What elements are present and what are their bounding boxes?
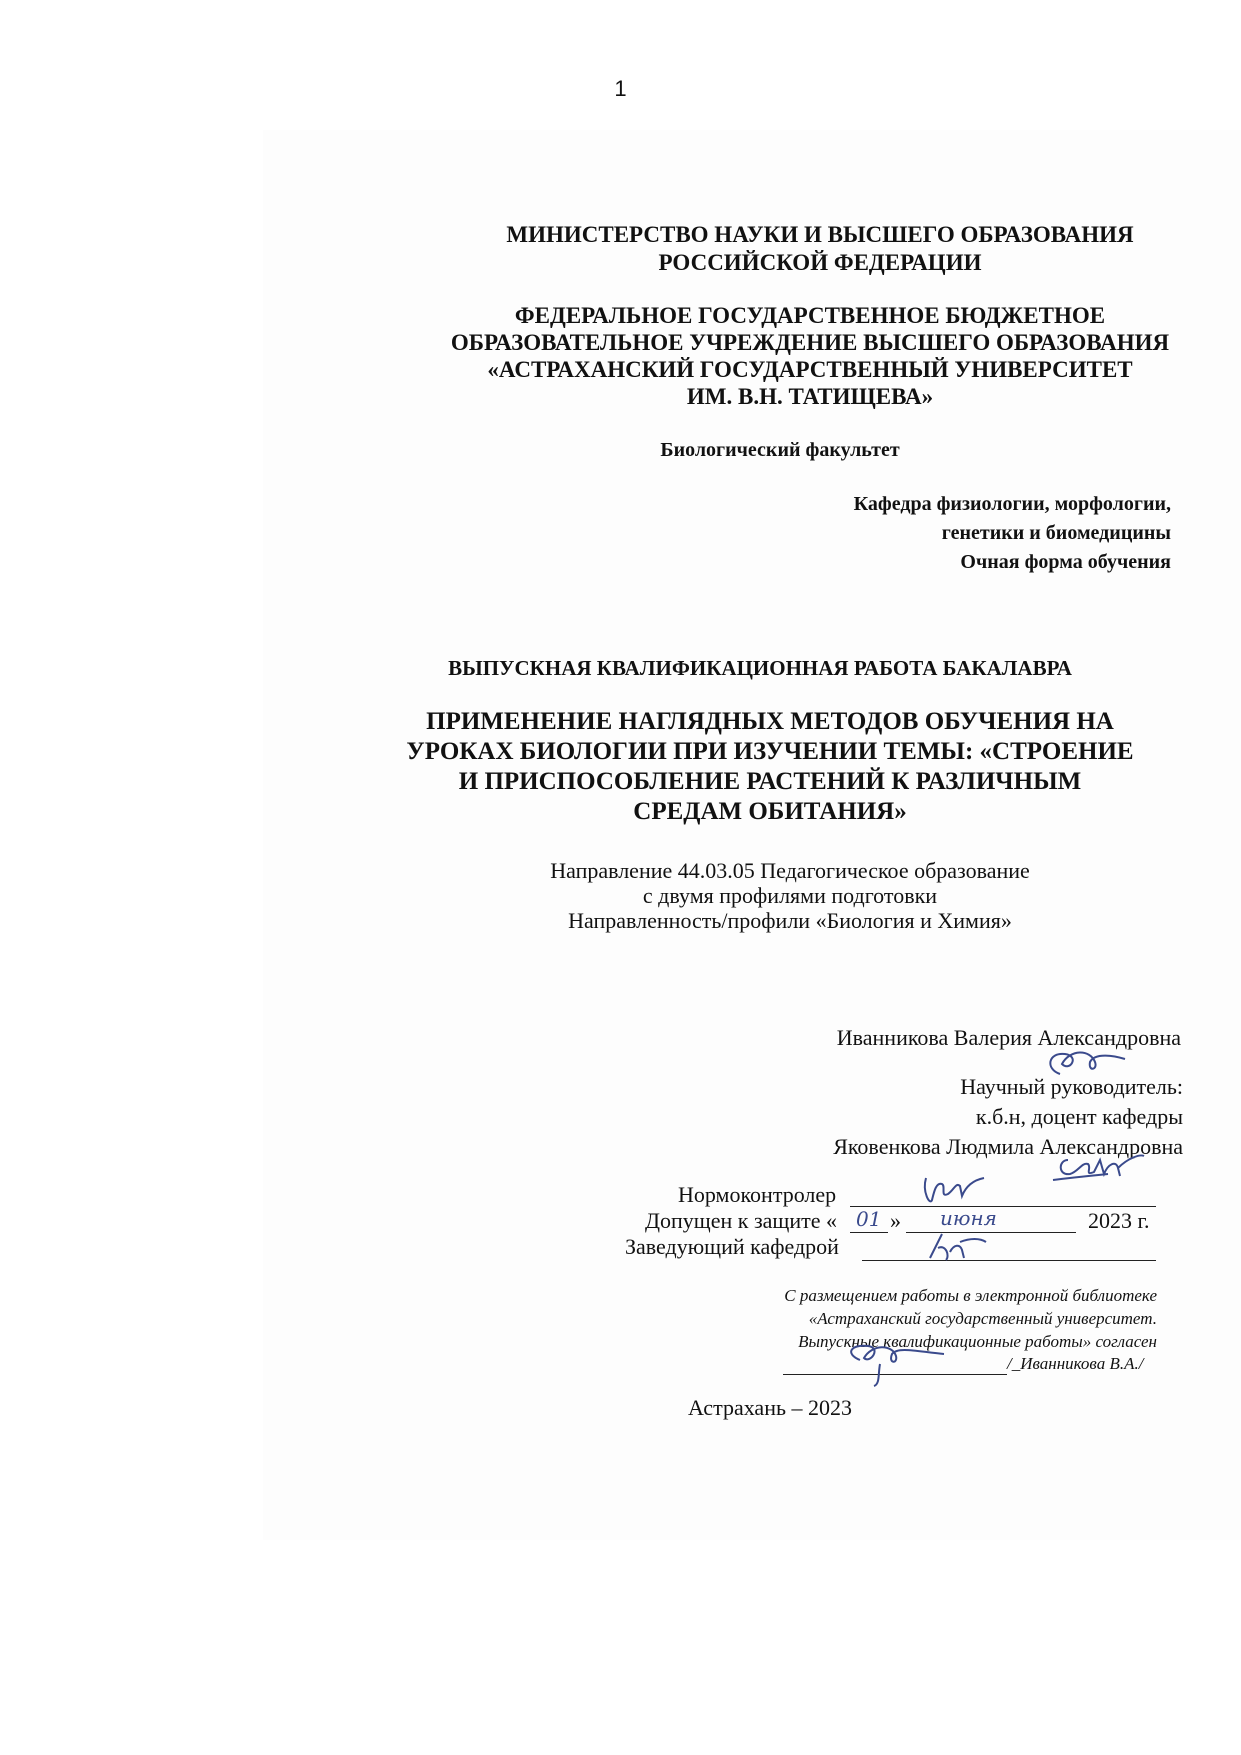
work-title-line: И ПРИСПОСОБЛЕНИЕ РАСТЕНИЙ К РАЗЛИЧНЫМ <box>458 768 1082 795</box>
admitted-month: июня <box>940 1206 997 1230</box>
normcontrol-label: Нормоконтролер <box>678 1182 837 1207</box>
author-name: Иванникова Валерия Александровна <box>836 1025 1181 1050</box>
ministry-header <box>380 221 1241 277</box>
ministry-line: РОССИЙСКОЙ ФЕДЕРАЦИИ <box>658 250 982 275</box>
admitted-year: 2023 г. <box>1088 1208 1150 1233</box>
faculty: Биологический факультет <box>660 439 900 461</box>
direction-line: Направленность/профили «Биология и Химия» <box>568 908 1012 933</box>
admitted-prefix: Допущен к защите « <box>645 1208 837 1233</box>
head-of-department-label: Заведующий кафедрой <box>625 1234 839 1259</box>
work-title-line: СРЕДАМ ОБИТАНИЯ» <box>633 798 907 825</box>
work-type: ВЫПУСКНАЯ КВАЛИФИКАЦИОННАЯ РАБОТА БАКАЛАВРА <box>448 656 1072 680</box>
direction-line: Направление 44.03.05 Педагогическое образование <box>550 858 1030 883</box>
institution-line: ОБРАЗОВАТЕЛЬНОЕ УЧРЕЖДЕНИЕ ВЫСШЕГО ОБРАЗОВАНИЯ <box>450 330 1170 355</box>
institution-header <box>360 302 1241 410</box>
study-form: Очная форма обучения <box>960 551 1171 573</box>
institution-line: ФЕДЕРАЛЬНОЕ ГОСУДАРСТВЕННОЕ БЮДЖЕТНОЕ <box>514 303 1106 328</box>
city-year: Астрахань – 2023 <box>687 1395 853 1420</box>
ministry-line: МИНИСТЕРСТВО НАУКИ И ВЫСШЕГО ОБРАЗОВАНИЯ <box>506 222 1134 247</box>
work-title-line: УРОКАХ БИОЛОГИИ ПРИ ИЗУЧЕНИИ ТЕМЫ: «СТРОЕНИЕ <box>406 738 1134 765</box>
work-title-line: ПРИМЕНЕНИЕ НАГЛЯДНЫХ МЕТОДОВ ОБУЧЕНИЯ НА <box>426 708 1114 735</box>
institution-line: ИМ. В.Н. ТАТИЩЕВА» <box>686 384 934 409</box>
work-title <box>370 707 1170 827</box>
head-of-department-signature <box>920 1228 990 1268</box>
consent-line: Выпускные квалификационные работы» согласен <box>798 1332 1157 1351</box>
page-number: 1 <box>614 76 627 101</box>
supervisor-position: к.б.н, доцент кафедры <box>975 1104 1183 1129</box>
admitted-day-line <box>850 1232 888 1233</box>
department-line: генетики и биомедицины <box>941 522 1171 544</box>
admitted-day: 01 <box>856 1207 882 1231</box>
admitted-mid: » <box>890 1208 901 1233</box>
consent-signature-name: /_Иванникова В.А./ <box>1007 1354 1144 1373</box>
institution-line: «АСТРАХАНСКИЙ ГОСУДАРСТВЕННЫЙ УНИВЕРСИТЕТ <box>487 357 1133 382</box>
department-block <box>571 490 1171 577</box>
consent-signature <box>840 1340 950 1390</box>
direction-block <box>480 858 1100 933</box>
direction-line: с двумя профилями подготовки <box>642 883 938 908</box>
consent-line: «Астраханский государственный университет. <box>808 1309 1157 1328</box>
department-line: Кафедра физиологии, морфологии, <box>853 493 1171 515</box>
supervisor-label: Научный руководитель: <box>960 1074 1183 1099</box>
consent-line: С размещением работы в электронной библиотеке <box>784 1286 1157 1305</box>
supervisor-name: Яковенкова Людмила Александровна <box>833 1134 1183 1159</box>
supervisor-block <box>583 1072 1183 1162</box>
head-signature-line <box>862 1260 1156 1261</box>
supervisor-signature <box>1048 1150 1148 1188</box>
